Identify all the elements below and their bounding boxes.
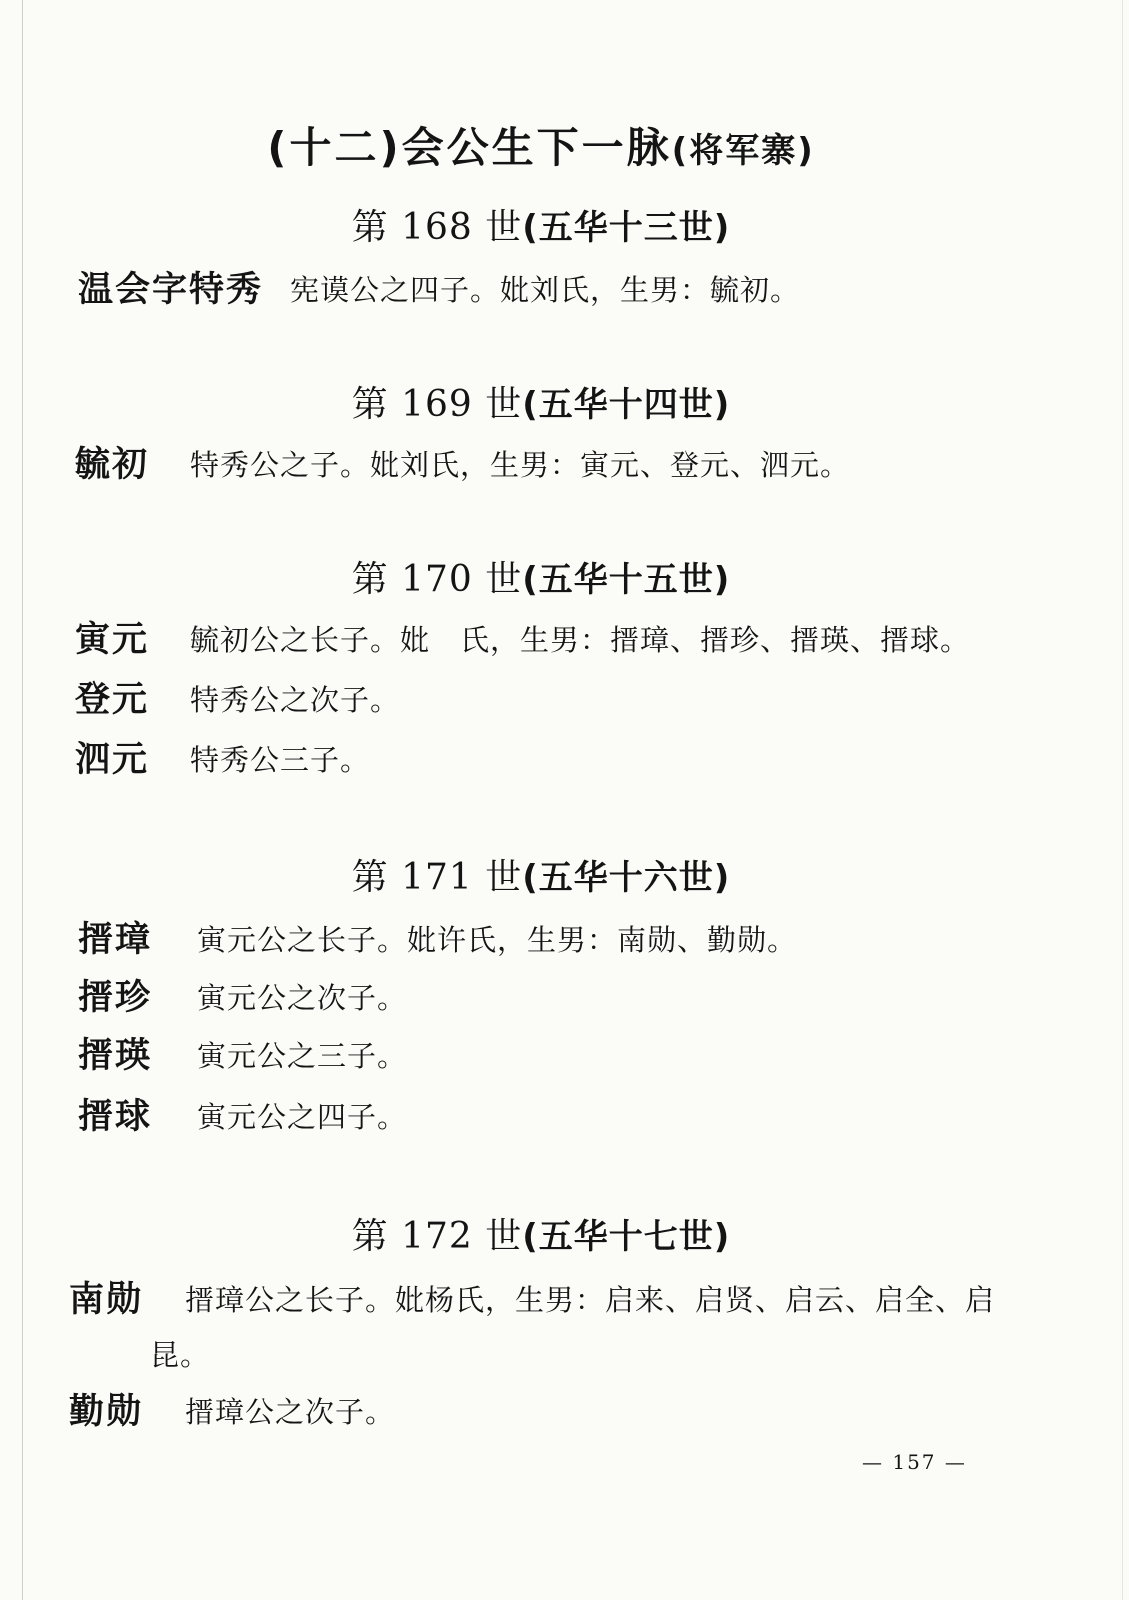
- generation-note: (五华十三世): [522, 208, 731, 248]
- person-name: 搢璋: [78, 920, 153, 960]
- person-entry: [0, 677, 1129, 723]
- person-entry: [0, 737, 1129, 783]
- person-name: 搢珍: [78, 978, 153, 1018]
- person-entry: [0, 1033, 1129, 1079]
- page-title-main: (十二)会公生下一脉: [267, 123, 672, 172]
- generation-heading: [0, 557, 1082, 610]
- generation-note: (五华十四世): [522, 385, 731, 425]
- generation-heading: [0, 855, 1082, 908]
- person-description-continuation: 昆。: [150, 1338, 211, 1372]
- person-entry: [0, 617, 1129, 663]
- person-name: 搢瑛: [78, 1036, 153, 1076]
- person-description: 寅元公之四子。: [197, 1100, 408, 1134]
- person-description: 特秀公之子。妣刘氏，生男：寅元、登元、泗元。: [190, 448, 851, 482]
- page-number: — 157 —: [862, 1450, 967, 1474]
- person-description: 搢璋公之长子。妣杨氏，生男：启来、启贤、启云、启全、启: [185, 1283, 996, 1317]
- generation-heading: [0, 1214, 1082, 1267]
- person-name: 南勋: [69, 1280, 144, 1320]
- person-description: 搢璋公之次子。: [185, 1395, 396, 1429]
- page-title-note: (将军寨): [671, 131, 815, 171]
- person-description: 宪谟公之四子。妣刘氏，生男：毓初。: [290, 273, 801, 307]
- generation-note: (五华十五世): [522, 560, 731, 600]
- person-name: 勤勋: [69, 1392, 144, 1432]
- person-entry: [0, 267, 1129, 313]
- person-name: 登元: [75, 680, 150, 720]
- generation-label: 第 171 世: [351, 857, 523, 898]
- generation-heading: [0, 382, 1082, 435]
- generation-label: 第 172 世: [351, 1216, 523, 1257]
- person-entry: [0, 442, 1129, 488]
- person-description: 毓初公之长子。妣 氏，生男：搢璋、搢珍、搢瑛、搢球。: [190, 623, 971, 657]
- person-description: 寅元公之次子。: [197, 981, 408, 1015]
- person-description: 寅元公之长子。妣许氏，生男：南勋、勤勋。: [197, 923, 798, 957]
- page-title: [0, 122, 1082, 184]
- generation-note: (五华十六世): [522, 858, 731, 898]
- person-entry: [0, 1094, 1129, 1140]
- person-description: 寅元公之三子。: [197, 1039, 408, 1073]
- person-name: 寅元: [75, 620, 150, 660]
- generation-note: (五华十七世): [522, 1217, 731, 1257]
- person-name: 温会字特秀: [78, 270, 264, 310]
- person-name: 毓初: [75, 445, 150, 485]
- person-name: 泗元: [75, 740, 150, 780]
- person-entry: [0, 1389, 1129, 1435]
- person-description: 特秀公之次子。: [190, 683, 401, 717]
- person-entry-continuation: [0, 1332, 1129, 1378]
- generation-heading: [0, 205, 1082, 258]
- person-entry: [0, 975, 1129, 1021]
- generation-label: 第 169 世: [351, 384, 523, 425]
- person-entry: [0, 1277, 1129, 1323]
- person-description: 特秀公三子。: [190, 743, 371, 777]
- person-entry: [0, 917, 1129, 963]
- generation-label: 第 168 世: [351, 207, 523, 248]
- generation-label: 第 170 世: [351, 559, 523, 600]
- person-name: 搢球: [78, 1097, 153, 1137]
